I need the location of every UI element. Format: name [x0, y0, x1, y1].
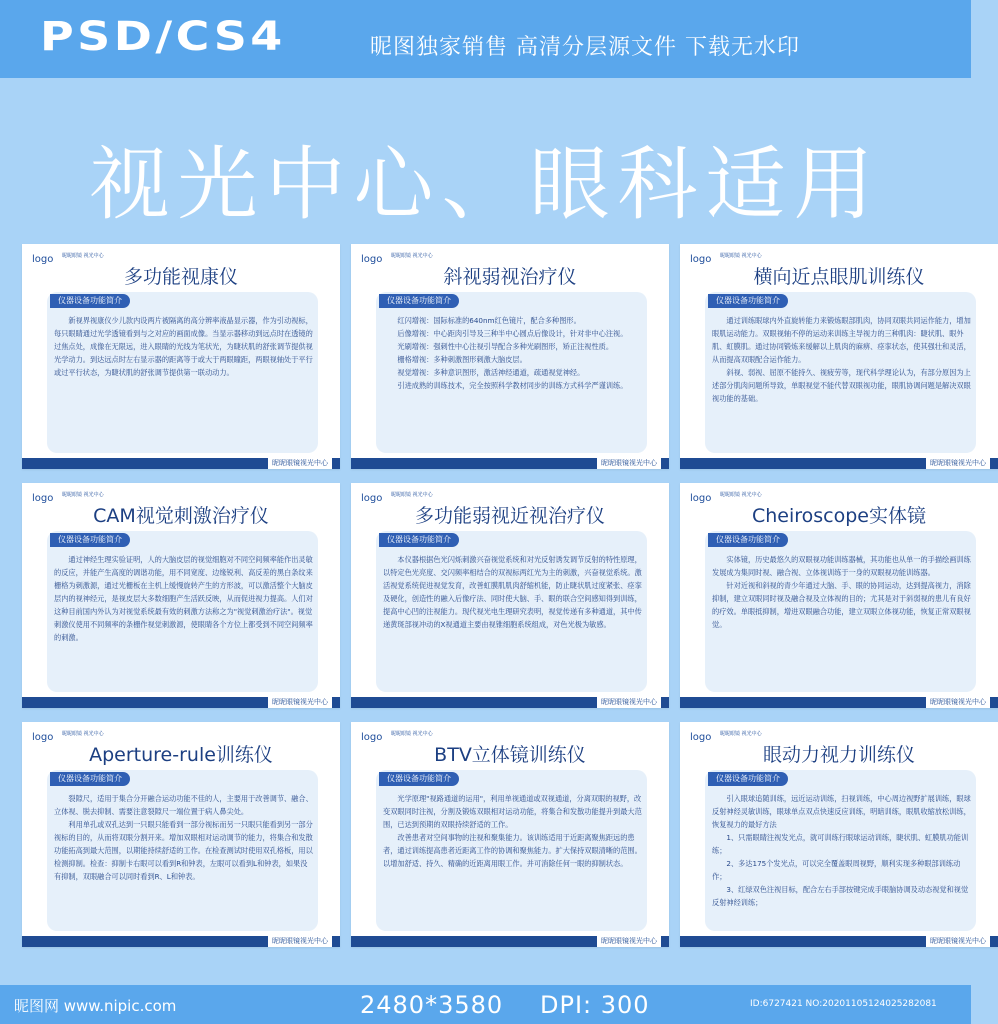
card-paragraph: 光刷增视：强刺性中心注视引导配合多种光刷图形，矫正注视性质。: [397, 342, 614, 351]
card-title: BTV立体镜训练仪: [434, 744, 586, 766]
card-title: CAM视觉刺激治疗仪: [93, 505, 269, 527]
card-title: 眼动力视力训练仪: [762, 744, 915, 766]
card-tag: 仪器设备功能简介: [379, 294, 459, 308]
card-paragraph: 3、红绿双色注视目标，配合左右手部按键完成手眼脑协调及动态视觉和视觉反射神经训练；: [712, 885, 969, 907]
card-paragraph: 1、只需眼睛注视发光点，就可训练行眼球运动训练，睫状肌、虹膜肌功能训练；: [712, 833, 969, 855]
card-tag: 仪器设备功能简介: [708, 294, 788, 308]
card-paragraph: 本仪器根据色光闪烁刺激兴奋视觉系统和对光反射诱发调节反射的特性原理，以特定色光亮度、交闪频率相结合的双视标两红光为主的刺激，兴奋视觉系统。激活视觉系统促进视觉发育，改善虹膜肌肌肉舒缩机能，防止睫状肌过度紧张、痉挛及硬化，创造性的融入后像疗法、同时使大脑、手、眼的联合空间感知得到训练，提高中心凹的注视能力。现代视光电生理研究表明，视觉传递有多种通道，其中传递黄斑部视冲动的X视通道主要由视锥细胞系统组成，对色光极为敏感。: [383, 555, 642, 629]
card-footer-label: 昵昵眼镜视光中心: [926, 936, 990, 947]
card-description: [383, 792, 643, 925]
card-paragraph: 2、多达175个发光点，可以完全覆盖眼周视野，顺利实现多种眼部训练动作；: [712, 859, 961, 881]
card-paragraph: 栅格增视：多种刺激图形刺激大脑皮层。: [397, 355, 527, 364]
bottom-banner: [0, 985, 971, 1024]
card-description: [712, 792, 972, 925]
card-description: [712, 553, 972, 686]
card-paragraph: 光学原理"视路通道的运用"，利用单视通道或双视通道，分离双眼的视野，改变双眼同时注视，分割及锻炼双眼相对运动功能，将集合和发散功能提升到最大范围，已达到预期的双眼持续舒适的工作。: [383, 794, 642, 829]
card-tag: 仪器设备功能简介: [379, 772, 459, 786]
card-logo-subtext: 昵昵眼镜 视光中心: [391, 731, 433, 737]
equipment-card: [680, 483, 998, 708]
format-label: PSD/CS4: [40, 14, 286, 60]
card-tag: 仪器设备功能简介: [708, 772, 788, 786]
equipment-card: [22, 483, 340, 708]
equipment-card: [351, 722, 669, 947]
card-footer-label: 昵昵眼镜视光中心: [597, 697, 661, 708]
card-tag: 仪器设备功能简介: [379, 533, 459, 547]
card-logo-subtext: 昵昵眼镜 视光中心: [720, 253, 762, 259]
card-footer-label: 昵昵眼镜视光中心: [926, 697, 990, 708]
card-footer-label: 昵昵眼镜视光中心: [597, 936, 661, 947]
card-paragraph: 通过训练眼球内外直旋转能力来锻炼眼部肌肉，协同双眼共同运作能力，增加眼肌运动能力。双眼视轴不停的运动来训练主导视力的三种肌肉：睫状肌、眼外肌、虹膜肌。通过协同锻炼来缓解以上肌肉的麻痹、痉挛状态，使其强壮和灵活，从而提高双眼配合运作能力。: [712, 316, 971, 364]
card-title: 多功能视康仪: [123, 266, 238, 288]
card-footer-label: 昵昵眼镜视光中心: [268, 458, 332, 469]
card-tag: 仪器设备功能简介: [50, 533, 130, 547]
equipment-card: [22, 244, 340, 469]
image-id-label: ID:6727421 NO:20201105124025282081: [750, 999, 937, 1009]
card-footer-label: 昵昵眼镜视光中心: [268, 697, 332, 708]
card-logo: logo: [361, 254, 383, 265]
card-description: [54, 553, 314, 686]
card-description: [383, 553, 643, 686]
card-logo: logo: [32, 732, 54, 743]
card-logo-subtext: 昵昵眼镜 视光中心: [391, 492, 433, 498]
card-description: [383, 314, 643, 447]
dpi-label: DPI: 300: [540, 991, 650, 1019]
card-title: 斜视弱视治疗仪: [443, 266, 577, 288]
card-logo: logo: [361, 732, 383, 743]
card-paragraph: 视觉增视：多种意识图形，激活神经通道，疏通视觉神经。: [397, 368, 585, 377]
equipment-card: [22, 722, 340, 947]
card-logo-subtext: 昵昵眼镜 视光中心: [62, 492, 104, 498]
card-paragraph: 引进成熟的训练技术，完全按照科学教材同步的训练方式科学严谨训练。: [397, 381, 628, 390]
image-size-label: 2480*3580: [360, 991, 504, 1019]
card-paragraph: 实体镜，历史最悠久的双眼视功能训练器械，其功能也从单一的手描绘画训练发展成为集同时视、融合视、立体视训练于一身的双眼视功能训练器。: [712, 555, 971, 577]
page-title: 视光中心、眼科适用: [89, 138, 882, 231]
card-paragraph: 引入眼球追随训练，远近运动训练，扫视训练，中心周边视野扩展训练，眼球反射神经灵敏训练，眼球单点双点快速反应训练，明暗训练，眼肌收缩放松训练，恢复视力的最好方法: [712, 794, 971, 829]
card-paragraph: 利用单孔或双孔达到一只眼只能看到一部分视标而另一只眼只能看到另一部分视标的目的，从而将双眼分割开来。增加双眼相对运动调节的能力，将集合和发散功能拓高到最大范围，以期能持续舒适的工作。在检查测试时使用双孔格板，用以检测抑制。检查：抑制卡右眼可以看到R和钟表，左眼可以看到L和钟表，如果没有抑制，双眼融合可以同时看到R、L和钟表。: [54, 820, 313, 881]
card-description: [54, 792, 314, 925]
card-logo-subtext: 昵昵眼镜 视光中心: [391, 253, 433, 259]
card-logo: logo: [361, 493, 383, 504]
card-title: Aperture-rule训练仪: [89, 744, 273, 766]
card-description: [712, 314, 972, 447]
card-paragraph: 针对近视和斜视的青少年通过大脑、手、眼的协同运动，达到提高视力，消除抑制，建立双眼同时视及融合视及立体视的目的；尤其是对于斜弱视的患儿有良好的疗效。单眼抵抑制，增进双眼融合功能，建立双眼立体视功能，恢复正常双眼视觉。: [712, 581, 971, 629]
card-paragraph: 改善患者对空间事物的注视和聚集能力。该训练适用于近距离聚焦距远的患者，通过训练提高患者近距离工作的协调和聚焦能力。扩大保持双眼清晰的范围。以增加舒适、持久、精确的近距离用眼工作。并可消除任何一眼的抑制状态。: [383, 833, 642, 868]
card-paragraph: 后像增视：中心距肉引导及三种半中心圆点后像设计，针对非中心注视。: [397, 329, 628, 338]
equipment-card: [680, 722, 998, 947]
card-logo: logo: [690, 493, 712, 504]
card-footer-label: 昵昵眼镜视光中心: [597, 458, 661, 469]
card-logo: logo: [690, 732, 712, 743]
card-tag: 仪器设备功能简介: [50, 772, 130, 786]
card-paragraph: 红闪增视：国际标准的640nm红色镜片，配合多种图形。: [397, 316, 581, 325]
card-paragraph: 通过神经生理实验证明，人的大脑皮层的视觉细胞对不同空间频率能作出灵敏的反应，并能产生高度的调谐功能，用不同宽度、边缘锐利、高反差的黑白条纹来栅格为刺激源，通过光栅板在主机上缓慢旋转产生的方形波，可以激活整个大脑皮层内的视神经元，是视皮层大多数细胞产生活跃反映，从而促进视力提高。人们对这种目前国内外认为对视觉系统最有效的刺激方法称之为"视觉刺激治疗法"。视觉刺激仪使用不同频率的条栅作视觉刺激源，使眼睛各个方位上都受到不同空间频率的刺激。: [54, 555, 313, 642]
card-paragraph: 裂隙尺，适用于集合分开融合运动功能不佳的人，主要用于改善调节、融合、立体视、脱去抑制、需要注意裂隙尺一端位置于病人鼻尖处。: [54, 794, 313, 816]
card-description: [54, 314, 314, 447]
card-logo: logo: [32, 254, 54, 265]
card-paragraph: 斜视、弱视、屈原不能持久、视疲劳等，现代科学理论认为，有部分原因为上述部分肌肉问题所导致，单眼视觉不能代替双眼视功能，眼肌协调问题是解决双眼视功能的基础。: [712, 368, 971, 403]
equipment-card: [351, 244, 669, 469]
card-tag: 仪器设备功能简介: [50, 294, 130, 308]
card-title: 多功能弱视近视治疗仪: [414, 505, 605, 527]
slogan-text: 昵图独家销售 高清分层源文件 下载无水印: [370, 35, 800, 60]
card-logo-subtext: 昵昵眼镜 视光中心: [62, 731, 104, 737]
card-logo: logo: [690, 254, 712, 265]
card-footer-label: 昵昵眼镜视光中心: [926, 458, 990, 469]
card-logo-subtext: 昵昵眼镜 视光中心: [720, 731, 762, 737]
card-title: 横向近点眼肌训练仪: [753, 266, 925, 288]
card-paragraph: 新视界视康仪少儿款内设两片被隔离的高分辨率液晶显示器，作为引动视标，每只眼睛通过光学透镜看到与之对应的画面成像。当显示器移动到远点时在透镜的过焦点处，成像在无限远，进入眼睛的光线为笔状光，为睫状肌的舒张调节提供视光学动力。到达远点时左右显示器的距离等于或大于两眼瞳距，两眼视轴处于平行或过平行状态，为睫状肌的舒张调节提供第一联动动力。: [54, 316, 313, 377]
card-tag: 仪器设备功能简介: [708, 533, 788, 547]
top-banner: [0, 0, 971, 78]
card-logo: logo: [32, 493, 54, 504]
card-logo-subtext: 昵昵眼镜 视光中心: [62, 253, 104, 259]
equipment-card: [680, 244, 998, 469]
equipment-card: [351, 483, 669, 708]
card-logo-subtext: 昵昵眼镜 视光中心: [720, 492, 762, 498]
site-watermark: 昵图网 www.nipic.com: [14, 997, 177, 1015]
card-footer-label: 昵昵眼镜视光中心: [268, 936, 332, 947]
card-title: Cheiroscope实体镜: [751, 505, 926, 527]
